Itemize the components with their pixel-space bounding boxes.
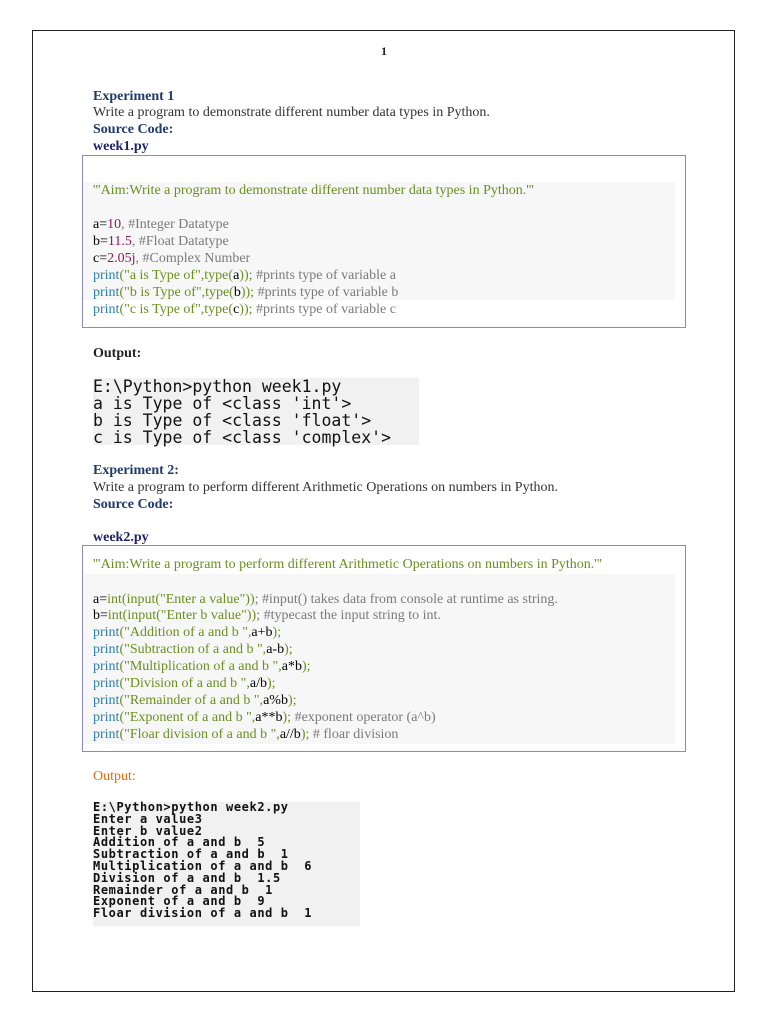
code-str: ("Multiplication of a and b ", xyxy=(119,659,282,674)
experiment-1-heading: Experiment 1 xyxy=(93,89,175,104)
code-comment: #prints type of variable b xyxy=(257,285,399,300)
code-close: ); xyxy=(282,710,295,725)
code-var: a xyxy=(93,592,100,607)
code-var: b xyxy=(93,234,100,249)
code-call: int(input("Enter a value")) xyxy=(107,592,255,607)
code-num: 2.05j xyxy=(107,251,136,266)
code-fn: print xyxy=(93,659,120,674)
experiment-1-description: Write a program to demonstrate different number data types in Python. xyxy=(93,105,490,120)
code-expr: a%b xyxy=(263,693,288,708)
code-comment: #prints type of variable a xyxy=(256,268,396,283)
experiment-1-output-label: Output: xyxy=(93,346,142,361)
code-line xyxy=(93,591,558,608)
code-fn: print xyxy=(93,302,120,317)
console-line: b is Type of <class 'float'> xyxy=(93,411,372,430)
code-line xyxy=(93,658,311,675)
console-line: Multiplication of a and b 6 xyxy=(93,858,313,873)
code-line xyxy=(93,267,396,284)
code-arg: a xyxy=(233,268,240,283)
code-line xyxy=(93,624,281,641)
code-sep: ; xyxy=(254,592,263,607)
code-str: ("Division of a and b ", xyxy=(119,676,250,691)
code-line xyxy=(93,250,250,267)
console-line: Division of a and b 1.5 xyxy=(93,870,281,885)
code-str: ("a is Type of",type( xyxy=(119,268,234,283)
page-number: 1 xyxy=(381,44,387,58)
code-str: ("Exponent of a and b ", xyxy=(119,710,256,725)
experiment-2-heading: Experiment 2: xyxy=(93,463,179,478)
code-close: ); xyxy=(272,625,282,640)
code-fn: print xyxy=(93,625,120,640)
code-fn: print xyxy=(93,285,120,300)
experiment-2-console-output xyxy=(93,802,360,926)
code-line xyxy=(93,284,398,301)
code-line xyxy=(93,607,441,624)
code-comment: #Complex Number xyxy=(142,251,251,266)
code-str: ("Remainder of a and b ", xyxy=(119,693,264,708)
code-sep: , xyxy=(135,251,143,266)
code-close: )); xyxy=(239,268,256,283)
experiment-1-filename: week1.py xyxy=(93,139,149,154)
experiment-2-source-label: Source Code: xyxy=(93,497,174,512)
experiment-1-code-block xyxy=(82,155,686,328)
code-line xyxy=(93,301,396,318)
console-line: Subtraction of a and b 1 xyxy=(93,847,289,862)
code-fn: print xyxy=(93,268,120,283)
console-line: Remainder of a and b 1 xyxy=(93,882,273,897)
code-aim-docstring: '''Aim:Write a program to demonstrate different number data types in Python.''' xyxy=(93,183,534,198)
code-aim-docstring: '''Aim:Write a program to perform different Arithmetic Operations on numbers in Python.''' xyxy=(93,557,602,572)
code-line xyxy=(93,233,229,250)
code-fn: print xyxy=(93,710,120,725)
code-expr: a//b xyxy=(279,727,301,742)
code-sep: , xyxy=(131,234,139,249)
code-close: )); xyxy=(240,285,258,300)
code-arg: c xyxy=(233,302,240,317)
code-line xyxy=(93,675,276,692)
experiment-2-description: Write a program to perform different Arithmetic Operations on numbers in Python. xyxy=(93,480,558,495)
code-expr: a/b xyxy=(249,676,267,691)
code-var: a xyxy=(93,217,100,232)
console-line: E:\Python>python week2.py xyxy=(93,800,289,814)
console-line: Floar division of a and b 1 xyxy=(93,906,313,921)
code-str: ("Floar division of a and b ", xyxy=(119,727,280,742)
code-line xyxy=(93,692,297,709)
code-line xyxy=(93,726,398,743)
code-eq: = xyxy=(100,608,108,623)
code-line xyxy=(93,641,293,658)
experiment-2-filename: week2.py xyxy=(93,530,149,545)
console-line: c is Type of <class 'complex'> xyxy=(93,428,392,447)
code-comment: #exponent operator (a^b) xyxy=(294,710,436,725)
code-fn: print xyxy=(93,642,120,657)
code-eq: = xyxy=(99,592,108,607)
code-var: b xyxy=(93,608,100,623)
code-comment: #Integer Datatype xyxy=(128,217,229,232)
experiment-1-source-label: Source Code: xyxy=(93,122,174,137)
code-call: int(input("Enter b value")) xyxy=(107,608,257,623)
code-close: ); xyxy=(287,693,297,708)
code-line xyxy=(93,216,229,233)
code-num: 10 xyxy=(107,217,122,232)
console-line: Enter a value3 xyxy=(93,811,203,826)
code-comment: #Float Datatype xyxy=(138,234,229,249)
code-num: 11.5 xyxy=(107,234,132,249)
console-line: a is Type of <class 'int'> xyxy=(93,394,352,413)
code-arg: b xyxy=(233,285,241,300)
code-eq: = xyxy=(99,217,108,232)
code-str: ("c is Type of",type( xyxy=(119,302,234,317)
experiment-1-console-output xyxy=(93,378,419,445)
code-var: c xyxy=(93,251,100,266)
code-close: ); xyxy=(301,659,311,674)
code-str: ("b is Type of",type( xyxy=(119,285,234,300)
code-fn: print xyxy=(93,676,120,691)
code-close: ); xyxy=(300,727,313,742)
code-comment: #typecast the input string to int. xyxy=(263,608,441,623)
code-close: ); xyxy=(284,642,293,657)
code-close: )); xyxy=(239,302,256,317)
experiment-2-output-label: Output: xyxy=(93,769,136,784)
console-line: Enter b value2 xyxy=(93,823,203,838)
code-line xyxy=(93,709,436,726)
code-fn: print xyxy=(93,727,120,742)
code-eq: = xyxy=(100,234,108,249)
code-sep: , xyxy=(121,217,129,232)
code-str: ("Subtraction of a and b ", xyxy=(119,642,267,657)
code-comment: #prints type of variable c xyxy=(256,302,396,317)
code-expr: a+b xyxy=(251,625,273,640)
code-fn: print xyxy=(93,693,120,708)
console-line: E:\Python>python week1.py xyxy=(93,377,342,396)
code-expr: a**b xyxy=(255,710,283,725)
code-comment: #input() takes data from console at runtime as string. xyxy=(262,592,558,607)
code-str: ("Addition of a and b ", xyxy=(119,625,252,640)
code-expr: a-b xyxy=(266,642,285,657)
code-close: ); xyxy=(266,676,276,691)
console-line: Exponent of a and b 9 xyxy=(93,894,266,909)
code-eq: = xyxy=(99,251,108,266)
code-comment: # floar division xyxy=(312,727,399,742)
code-sep: ; xyxy=(256,608,264,623)
console-line: Addition of a and b 5 xyxy=(93,835,266,850)
experiment-2-code-block xyxy=(82,545,686,752)
code-expr: a*b xyxy=(281,659,302,674)
